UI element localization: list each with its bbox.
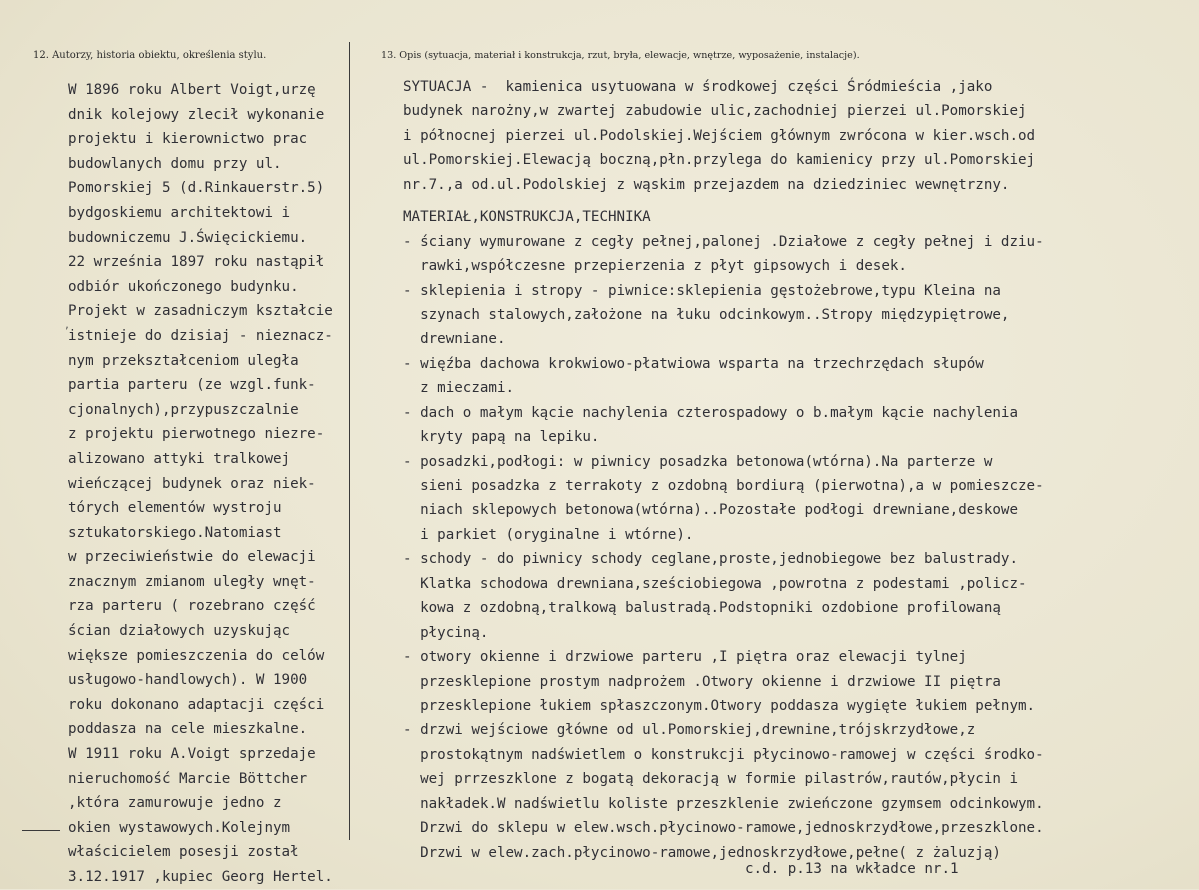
material-line: kryty papą na lepiku.: [403, 429, 600, 446]
history-line: 22 września 1897 roku nastąpił: [68, 254, 325, 271]
history-text: [68, 78, 368, 890]
history-line: właścicielem posesji został: [68, 844, 299, 861]
material-line: wej prrzeszklone z bogatą dekoracją w formie pilastrów,rautów,płycin i: [403, 771, 1018, 788]
material-line: sieni posadzka z terrakoty z ozdobną bordiurą (pierwotna),a w pomieszcze-: [403, 478, 1044, 494]
history-line: bydgoskiemu architektowi i: [68, 204, 291, 221]
material-line: przesklepione łukiem spłaszczonym.Otwory poddasza wygięte łukiem pełnym.: [403, 697, 1036, 714]
history-line: większe pomieszczenia do celów: [68, 647, 325, 664]
history-line: w przeciwieństwie do elewacji: [68, 549, 316, 566]
material-line: - sklepienia i stropy - piwnice:sklepienia gęstożebrowe,typu Kleina na: [403, 282, 1001, 299]
history-line: cjonalnych),przypuszczalnie: [68, 401, 299, 418]
material-line: - otwory okienne i drzwiowe parteru ,I piętra oraz elewacji tylnej: [403, 649, 967, 666]
history-line: partia parteru (ze wzgl.funk-: [68, 377, 316, 394]
continuation-note: c.d. p.13 na wkładce nr.1: [745, 861, 959, 877]
situation-line: ul.Pomorskiej.Elewacją boczną,płn.przylega do kamienicy przy ul.Pomorskiej: [403, 152, 1036, 169]
situation-line: SYTUACJA - kamienica usytuowana w środkowej części Śródmieścia ,jako: [403, 79, 993, 95]
material-line: prostokątnym nadświetlem o konstrukcji płycinowo-ramowej w części środko-: [403, 746, 1044, 763]
material-line: kowa z ozdobną,tralkową balustradą.Podstopniki ozdobione profilowaną: [403, 600, 1001, 617]
material-line: - dach o małym kącie nachylenia czterospadowy o b.małym kącie nachylenia: [403, 404, 1018, 421]
history-line: istnieje do dzisiaj - nieznacz-: [68, 327, 333, 344]
history-line: usługowo-handlowych). W 1900: [68, 672, 308, 689]
material-line: MATERIAŁ,KONSTRUKCJA,TECHNIKA: [403, 209, 651, 226]
material-line: przesklepione prostym nadprożem .Otwory okienne i drzwiowe II piętra: [403, 673, 1001, 690]
history-line: znacznym zmianom uległy wnęt-: [68, 573, 316, 590]
situation-line: nr.7.,a od.ul.Podolskiej z wąskim przejazdem na dziedziniec wewnętrzny.: [403, 176, 1010, 193]
history-line: projektu i kierownictwo prac: [68, 131, 308, 148]
situation-line: budynek narożny,w zwartej zabudowie ulic,zachodniej pierzei ul.Pomorskiej: [403, 103, 1027, 120]
history-line: ,która zamurowuje jedno z: [68, 795, 282, 812]
material-line: nakładek.W nadświetlu koliste przeszklenie zwieńczone gzymsem odcinkowym.: [403, 795, 1044, 812]
material-line: - drzwi wejściowe główne od ul.Pomorskiej,drewnine,trójskrzydłowe,z: [403, 722, 976, 739]
history-line: roku dokonano adaptacji części: [68, 696, 325, 713]
history-line: Projekt w zasadniczym kształcie: [68, 303, 333, 320]
material-line: rawki,współczesne przepierzenia z płyt gipsowych i desek.: [403, 258, 907, 275]
material-line: Drzwi do sklepu w elew.wsch.płycinowo-ramowe,jednoskrzydłowe,przeszklone.: [403, 820, 1044, 837]
margin-mark: ,: [64, 320, 71, 331]
history-line: budowlanych domu przy ul.: [68, 155, 282, 172]
paragraph-gap: [403, 197, 1173, 205]
section-13-heading: 13. Opis (sytuacja, materiał i konstrukcja, rzut, bryła, elewacje, wnętrze, wyposażenie, instalacje).: [381, 50, 860, 61]
history-line: budowniczemu J.Święcickiemu.: [68, 229, 308, 246]
history-line: odbiór ukończonego budynku.: [68, 278, 299, 295]
history-line: 3.12.1917 ,kupiec Georg Hertel.: [68, 869, 333, 885]
material-line: - posadzki,podłogi: w piwnicy posadzka betonowa(wtórna).Na parterze w: [403, 453, 993, 470]
history-line: okien wystawowych.Kolejnym: [68, 819, 291, 836]
section-12-heading: 12. Autorzy, historia obiektu, określenia stylu.: [33, 50, 267, 61]
material-line: z mieczami.: [403, 380, 515, 397]
history-line: alizowano attyki tralkowej: [68, 450, 291, 467]
history-line: W 1896 roku Albert Voigt,urzę: [68, 82, 316, 98]
description-text: [403, 75, 1173, 865]
history-line: Pomorskiej 5 (d.Rinkauerstr.5): [68, 180, 325, 197]
situation-line: i północnej pierzei ul.Podolskiej.Wejściem głównym zwrócona w kier.wsch.od: [403, 127, 1036, 144]
history-line: sztukatorskiego.Natomiast: [68, 524, 282, 541]
material-line: szynach stalowych,założone na łuku odcinkowym..Stropy międzypiętrowe,: [403, 306, 1010, 323]
margin-tick: [22, 830, 60, 831]
history-line: tórych elementów wystroju: [68, 500, 282, 517]
material-line: Drzwi w elew.zach.płycinowo-ramowe,jednoskrzydłowe,pełne( z żaluzją): [403, 844, 1001, 861]
material-line: płyciną.: [403, 624, 489, 641]
history-line: nym przekształceniom uległa: [68, 352, 299, 369]
material-line: drewniane.: [403, 331, 506, 348]
history-line: poddasza na cele mieszkalne.: [68, 721, 308, 738]
material-line: Klatka schodowa drewniana,sześciobiegowa ,powrotna z podestami ,policz-: [403, 575, 1027, 592]
history-line: dnik kolejowy zlecił wykonanie: [68, 106, 325, 123]
history-line: W 1911 roku A.Voigt sprzedaje: [68, 746, 316, 763]
history-line: z projektu pierwotnego niezre-: [68, 426, 325, 443]
history-line: ścian działowych uzyskując: [68, 623, 291, 640]
material-line: - schody - do piwnicy schody ceglane,proste,jednobiegowe bez balustrady.: [403, 551, 1018, 568]
material-line: niach sklepowych betonowa(wtórna)..Pozostałe podłogi drewniane,deskowe: [403, 502, 1018, 519]
material-line: i parkiet (oryginalne i wtórne).: [403, 526, 694, 543]
material-line: - więźba dachowa krokwiowo-płatwiowa wsparta na trzechrzędach słupów: [403, 355, 984, 372]
history-line: nieruchomość Marcie Böttcher: [68, 770, 308, 787]
material-line: - ściany wymurowane z cegły pełnej,palonej .Działowe z cegły pełnej i dziu-: [403, 233, 1044, 250]
history-line: wieńczącej budynek oraz niek-: [68, 475, 316, 492]
history-line: rza parteru ( rozebrano część: [68, 598, 316, 615]
